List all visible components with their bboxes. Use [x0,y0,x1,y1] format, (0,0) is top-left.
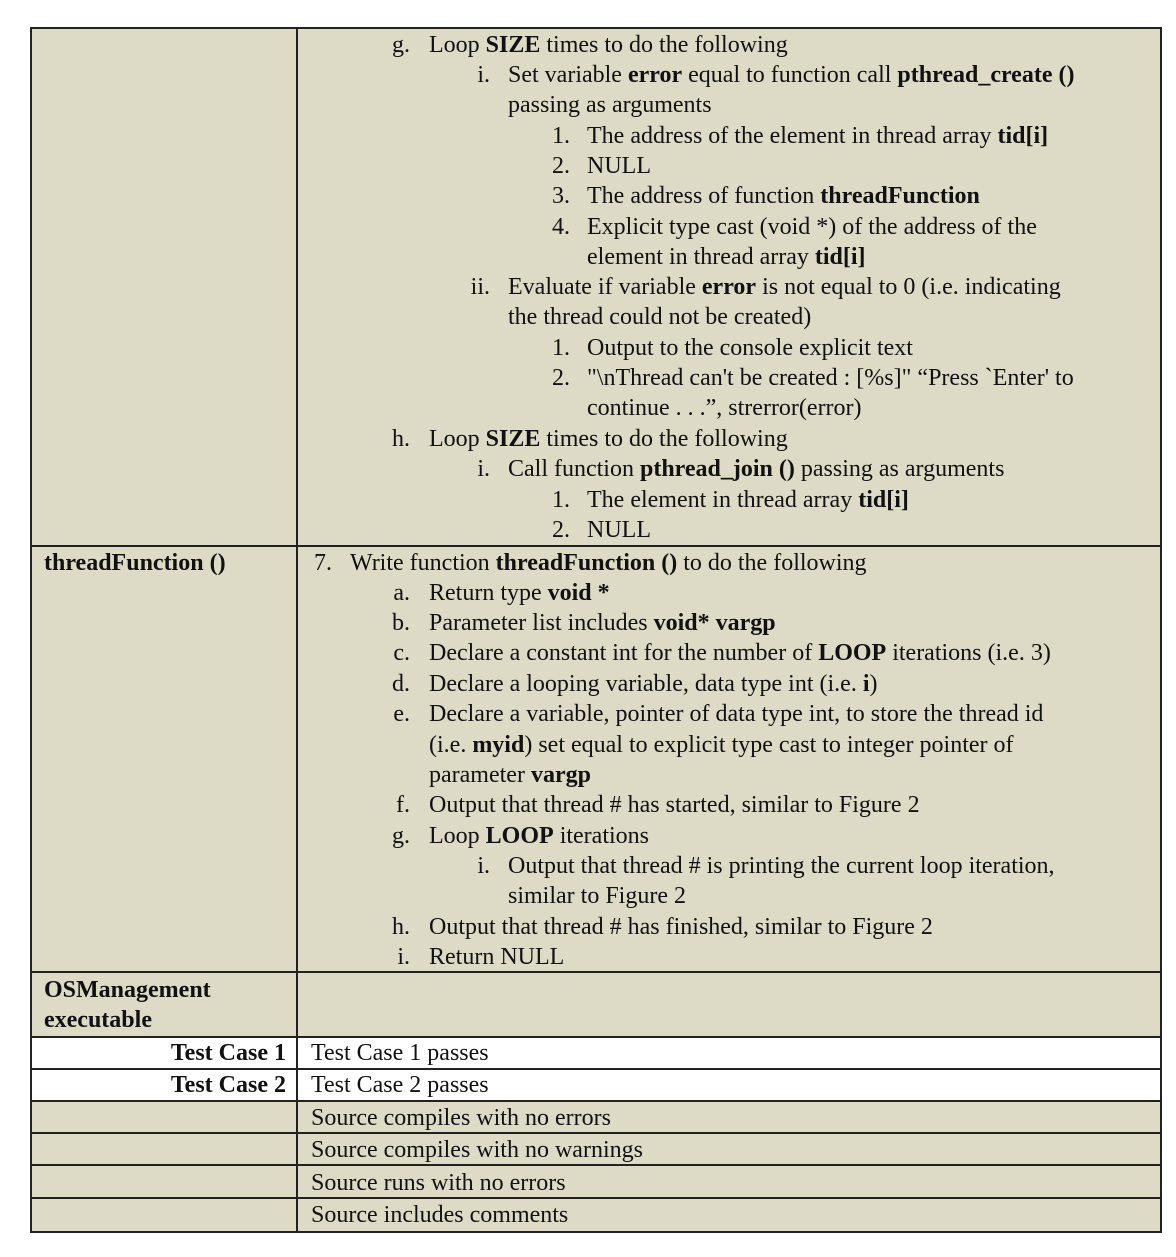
list-item: Parameter list includes void* vargp [429,610,776,636]
list-item: Return type void * [429,580,610,606]
list-item-continuation: passing as arguments [508,92,712,118]
list-marker: 1. [552,487,570,513]
row-label: executable [44,1007,152,1033]
check-row [30,1198,1162,1233]
list-item: Output to the console explicit text [587,335,913,361]
list-marker: 2. [552,517,570,543]
list-item: Explicit type cast (void *) of the address of the [587,214,1037,240]
list-item: The address of function threadFunction [587,183,980,209]
list-item: Evaluate if variable error is not equal to 0 (i.e. indicating [508,274,1061,300]
list-marker: a. [393,580,410,606]
row-divider [30,971,1162,973]
list-item: Loop SIZE times to do the following [429,32,788,58]
list-item-continuation: parameter vargp [429,762,591,788]
check-row [30,1165,1162,1198]
list-item-continuation: similar to Figure 2 [508,883,686,909]
test-case-result: Test Case 1 passes [311,1040,489,1066]
list-marker: h. [392,914,410,940]
row-label: threadFunction () [44,550,226,576]
list-item: Write function threadFunction () to do the following [350,550,867,576]
list-item: NULL [587,153,651,179]
list-marker: d. [392,671,410,697]
row-label: OSManagement [44,977,211,1003]
list-item: Return NULL [429,944,565,970]
list-marker: g. [392,32,410,58]
list-marker: 4. [552,214,570,240]
list-marker: 1. [552,123,570,149]
list-item: The element in thread array tid[i] [587,487,909,513]
list-item: Output that thread # has finished, similar to Figure 2 [429,914,933,940]
check-item: Source compiles with no errors [311,1105,611,1131]
test-case-label: Test Case 1 [170,1040,286,1066]
list-marker: 2. [552,365,570,391]
list-item: Loop SIZE times to do the following [429,426,788,452]
list-marker: h. [392,426,410,452]
list-item-continuation: (i.e. myid) set equal to explicit type cast to integer pointer of [429,732,1014,758]
list-item: Loop LOOP iterations [429,823,649,849]
list-marker: i. [477,62,490,88]
list-marker: 2. [552,153,570,179]
row-divider [30,1231,1162,1233]
table-border [30,27,32,1233]
table-border [1160,27,1162,1233]
list-marker: 7. [314,550,332,576]
list-item: Output that thread # is printing the current loop iteration, [508,853,1055,879]
list-item-continuation: continue . . .”, strerror(error) [587,395,862,421]
check-item: Source includes comments [311,1202,569,1228]
row-divider [30,1100,1162,1102]
list-item: Set variable error equal to function call pthread_create () [508,62,1075,88]
row-divider [30,27,1162,29]
list-item-continuation: element in thread array tid[i] [587,244,866,270]
list-marker: 3. [552,183,570,209]
list-item-continuation: the thread could not be created) [508,304,812,330]
list-item: NULL [587,517,651,543]
list-item: The address of the element in thread array tid[i] [587,123,1049,149]
row-divider [30,545,1162,547]
row-divider [30,1197,1162,1199]
column-divider [296,27,298,1233]
list-marker: c. [393,640,410,666]
list-marker: ii. [470,274,490,300]
list-marker: i. [397,944,410,970]
list-item: Declare a variable, pointer of data type int, to store the thread id [429,701,1044,727]
list-marker: b. [392,610,410,636]
list-marker: i. [477,853,490,879]
list-item: Call function pthread_join () passing as arguments [508,456,1005,482]
test-case-result: Test Case 2 passes [311,1072,489,1098]
list-marker: i. [477,456,490,482]
check-item: Source compiles with no warnings [311,1137,643,1163]
list-item: Output that thread # has started, similar to Figure 2 [429,792,920,818]
list-item: "\nThread can't be created : [%s]" “Press `Enter' to [587,365,1074,391]
test-case-label: Test Case 2 [170,1072,286,1098]
check-item: Source runs with no errors [311,1170,566,1196]
list-marker: f. [396,792,410,818]
list-marker: e. [393,701,410,727]
list-item: Declare a constant int for the number of LOOP iterations (i.e. 3) [429,640,1051,666]
list-item: Declare a looping variable, data type int (i.e. i) [429,671,878,697]
list-marker: g. [392,823,410,849]
list-marker: 1. [552,335,570,361]
